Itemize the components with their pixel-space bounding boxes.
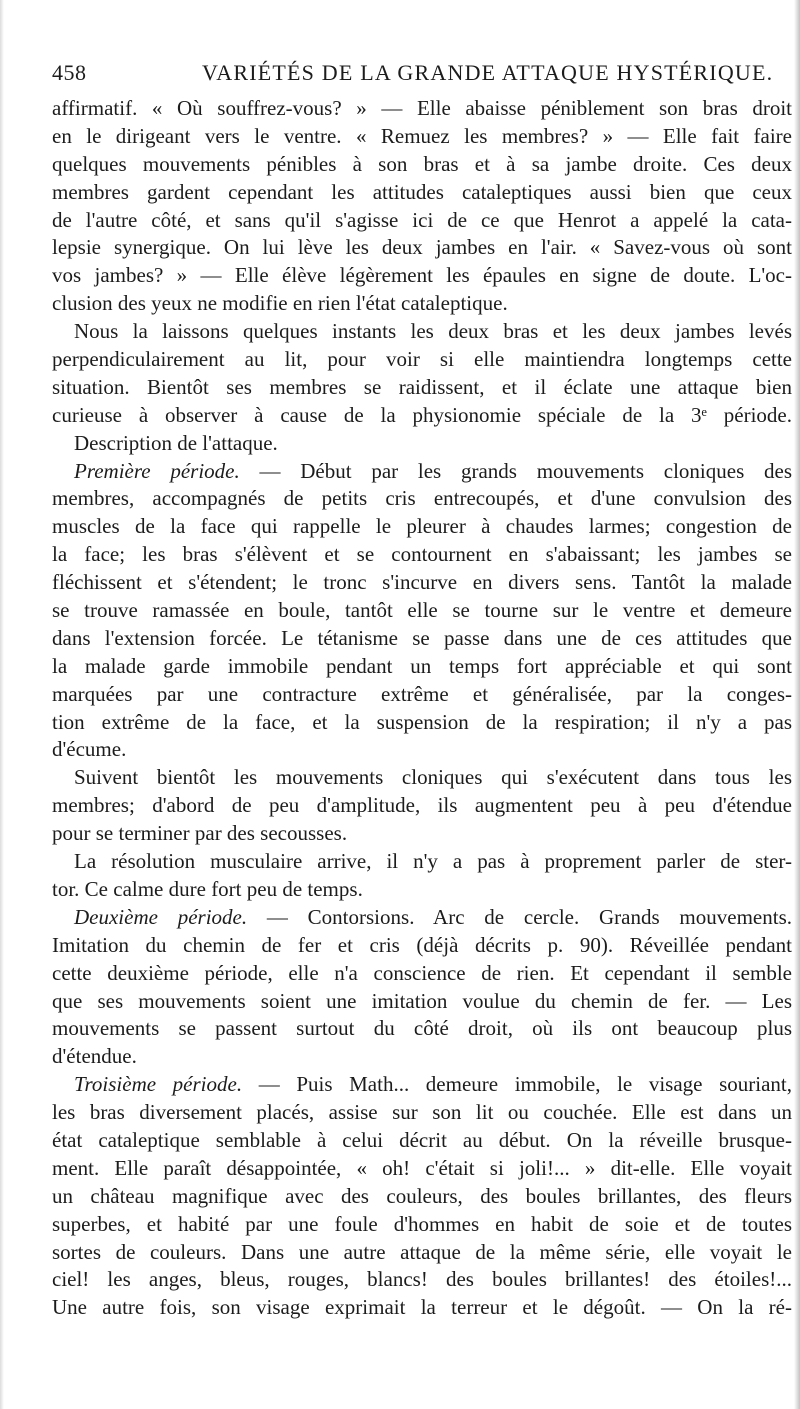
text-line: en le dirigeant vers le ventre. « Remuez les membres? » — Elle fait faire (52, 123, 792, 148)
text-line: tor. Ce calme dure fort peu de temps. (52, 876, 363, 901)
text-line (52, 1071, 792, 1099)
text-line: les bras diversement placés, assise sur son lit ou couchée. Elle est dans un (52, 1100, 792, 1125)
text-line: La résolution musculaire arrive, il n'y a pas à proprement parler de ster- (74, 849, 792, 874)
text-line (52, 458, 792, 486)
text-line: que ses mouvements soient une imitation voulue du chemin de fer. — Les (52, 988, 792, 1013)
text-run: — Contorsions. Arc de cercle. Grands mouvements. (266, 904, 792, 929)
text-line: affirmatif. « Où souffrez-vous? » — Elle abaisse péniblement son bras droit (52, 96, 792, 120)
text-line: tion extrême de la face, et la suspension de la respiration; il n'y a pas (52, 709, 792, 734)
running-head (52, 60, 792, 90)
text-line: Imitation du chemin de fer et cris (déjà décrits p. 90). Réveillée pendant (52, 932, 792, 957)
text-line (52, 904, 792, 932)
text-line: dans l'extension forcée. Le tétanisme se passe dans une de ces attitudes que (52, 625, 792, 650)
section-heading: Troisième période. (74, 1072, 243, 1097)
text-line: de l'autre côté, et sans qu'il s'agisse ici de ce que Henrot a appelé la cata- (52, 207, 792, 232)
text-line: se trouve ramassée en boule, tantôt elle se tourne sur le ventre et demeure (52, 598, 792, 623)
section-heading: Deuxième période. (74, 904, 248, 929)
text-line: d'étendue. (52, 1044, 137, 1069)
page-right-edge (794, 0, 800, 1409)
body-text (52, 95, 792, 1322)
text-line: clusion des yeux ne modifie en rien l'état cataleptique. (52, 291, 508, 316)
text-line: ciel! les anges, bleus, rouges, blancs! des boules brillantes! des étoiles!... (52, 1267, 792, 1292)
text-line: situation. Bientôt ses membres se raidissent, et il éclate une attaque bien (52, 374, 792, 399)
text-line: Une autre fois, son visage exprimait la terreur et le dégoût. — On la ré- (52, 1295, 792, 1320)
text-line: lepsie synergique. On lui lève les deux jambes en l'air. « Savez-vous où sont (52, 235, 792, 260)
text-line: muscles de la face qui rappelle le pleurer à chaudes larmes; congestion de (52, 514, 792, 539)
text-line: curieuse à observer à cause de la physionomie spéciale de la 3ᵉ période. (52, 402, 792, 427)
text-line: la face; les bras s'élèvent et se contournent en s'abaissant; les jambes se (52, 542, 792, 567)
text-run: — Puis Math... demeure immobile, le visage souriant, (258, 1072, 792, 1097)
text-line: un château magnifique avec des couleurs, des boules brillantes, des fleurs (52, 1183, 792, 1208)
text-line: pour se terminer par des secousses. (52, 821, 348, 846)
text-line: Nous la laissons quelques instants les deux bras et les deux jambes levés (74, 319, 792, 344)
text-line: quelques mouvements pénibles à son bras et à sa jambe droite. Ces deux (52, 151, 792, 176)
chapter-title: VARIÉTÉS DE LA GRANDE ATTAQUE HYSTÉRIQUE. (202, 60, 774, 85)
text-line: marquées par une contracture extrême et généralisée, par la conges- (52, 681, 792, 706)
text-line: sortes de couleurs. Dans une autre attaque de la même série, elle voyait le (52, 1239, 792, 1264)
text-line: la malade garde immobile pendant un temps fort appréciable et qui sont (52, 653, 792, 678)
text-line: état cataleptique semblable à celui décrit au début. On la réveille brusque- (52, 1127, 792, 1152)
text-line: mouvements se passent surtout du côté droit, où ils ont beaucoup plus (52, 1016, 792, 1041)
text-line: d'écume. (52, 737, 127, 762)
section-heading: Première période. (74, 458, 240, 483)
text-line: superbes, et habité par une foule d'hommes en habit de soie et de toutes (52, 1211, 792, 1236)
text-run: — Début par les grands mouvements cloniques des (259, 458, 792, 483)
text-line: membres, accompagnés de petits cris entrecoupés, et d'une convulsion des (52, 486, 792, 511)
text-line: fléchissent et s'étendent; le tronc s'incurve en divers sens. Tantôt la malade (52, 570, 792, 595)
text-line: membres gardent cependant les attitudes cataleptiques aussi bien que ceux (52, 179, 792, 204)
text-line: cette deuxième période, elle n'a conscience de rien. Et cependant il semble (52, 960, 792, 985)
text-line: membres; d'abord de peu d'amplitude, ils augmentent peu à peu d'étendue (52, 793, 792, 818)
text-line: perpendiculairement au lit, pour voir si elle maintiendra longtemps cette (52, 347, 792, 372)
page-number: 458 (52, 60, 87, 85)
text-line: Description de l'attaque. (74, 430, 278, 455)
page-left-edge (0, 0, 4, 1409)
text-line: Suivent bientôt les mouvements cloniques qui s'exécutent dans tous les (74, 765, 792, 790)
text-line: ment. Elle paraît désappointée, « oh! c'était si joli!... » dit-elle. Elle voyait (52, 1155, 792, 1180)
text-line: vos jambes? » — Elle élève légèrement les épaules en signe de doute. L'oc- (52, 263, 792, 288)
